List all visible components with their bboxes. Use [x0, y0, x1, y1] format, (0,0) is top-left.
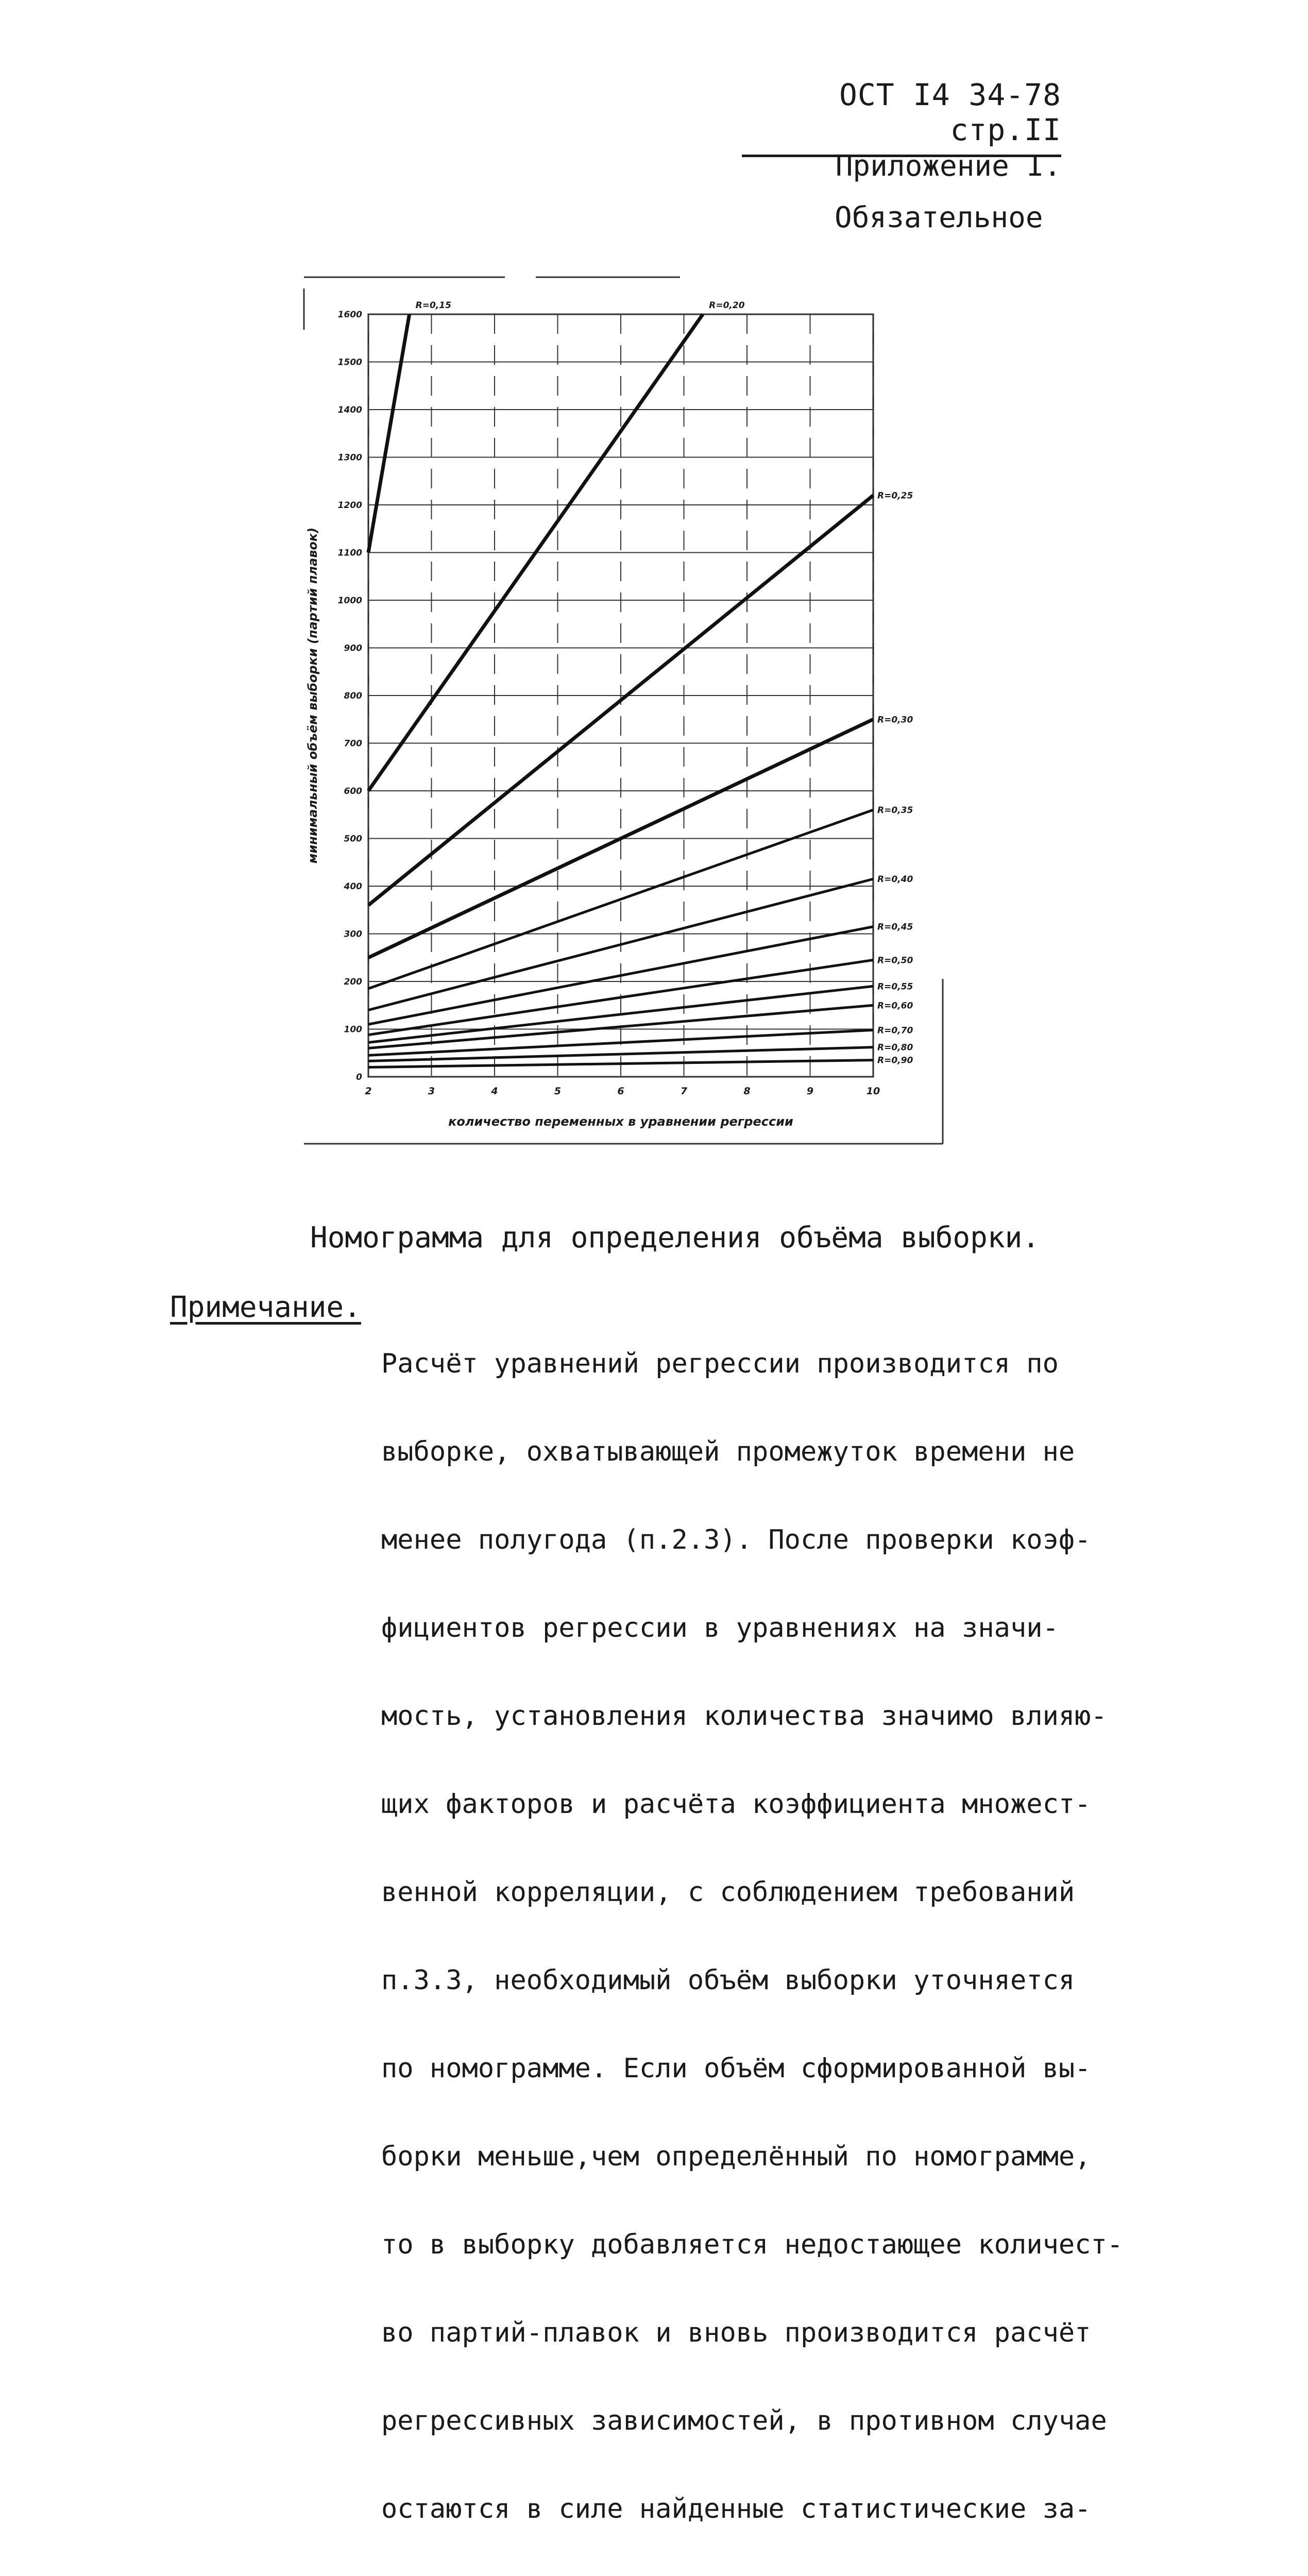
y-tick-label: 1100: [337, 548, 362, 558]
note-line: остаются в силе найденные статистические за-: [381, 2494, 1091, 2524]
y-tick-label: 600: [344, 786, 362, 796]
note-line: регрессивных зависимостей, в противном случае: [381, 2405, 1107, 2436]
x-tick-label: 10: [866, 1086, 880, 1097]
y-tick-label: 1200: [337, 500, 362, 511]
y-axis-label: минимальный объём выборки (партий плавок): [305, 527, 320, 864]
y-tick-label: 1500: [337, 357, 362, 368]
document-code: ОСТ I4 34-78 стр.II: [742, 77, 1061, 157]
note-line: борки меньше,чем определённый по номограмме,: [381, 2141, 1091, 2172]
series-label: R=0,60: [877, 1001, 913, 1011]
x-axis-label: количество переменных в уравнении регрессии: [448, 1114, 793, 1129]
note-line: щих факторов и расчёта коэффициента множест-: [381, 1789, 1091, 1820]
x-tick-label: 2: [365, 1086, 372, 1097]
x-tick-label: 5: [554, 1086, 562, 1097]
series-labels: [416, 300, 913, 1066]
y-tick-label: 1300: [337, 452, 362, 463]
series-label: R=0,70: [877, 1025, 913, 1036]
x-tick-label: 8: [743, 1086, 751, 1097]
y-tick-label: 200: [344, 977, 362, 987]
note-line: мость, установления количества значимо влияю-: [381, 1701, 1107, 1732]
x-tick-label: 9: [806, 1086, 814, 1097]
note-line: п.3.3, необходимый объём выборки уточняется: [381, 1965, 1075, 1996]
figure-caption: Номограмма для определения объёма выборки.: [310, 1221, 1040, 1255]
x-tick-label: 4: [491, 1086, 498, 1097]
series-label: R=0,35: [877, 805, 913, 816]
series-label: R=0,15: [415, 300, 451, 311]
nomogram-chart: [288, 268, 974, 1154]
series-line: [368, 314, 410, 553]
note-label: Примечание.: [170, 1291, 361, 1324]
note-line: менее полугода (п.2.3). После проверки коэф-: [381, 1524, 1091, 1555]
series-label: R=0,20: [709, 300, 745, 311]
note-line: венной корреляции, с соблюдением требований: [381, 1877, 1075, 1908]
note-line: Расчёт уравнений регрессии производится по: [381, 1348, 1059, 1379]
y-tick-label: 1400: [337, 405, 362, 415]
y-tick-label: 400: [344, 882, 362, 892]
y-tick-label: 700: [344, 738, 362, 749]
y-tick-label: 300: [344, 929, 362, 940]
y-tick-label: 900: [344, 643, 362, 654]
series-label: R=0,80: [877, 1042, 913, 1053]
note-line: выборке, охватывающей промежуток времени не: [381, 1436, 1075, 1467]
series-label: R=0,40: [877, 874, 913, 885]
note-line: по номограмме. Если объём сформированной вы-: [381, 2053, 1091, 2084]
x-tick-label: 6: [617, 1086, 624, 1097]
series-label: R=0,50: [877, 955, 913, 966]
y-tick-label: 1600: [337, 310, 362, 320]
y-tick-label: 0: [356, 1072, 362, 1082]
y-tick-label: 1000: [337, 596, 362, 606]
series-label: R=0,25: [877, 490, 913, 501]
note-line: во партий-плавок и вновь производится расчёт: [381, 2317, 1091, 2348]
series-label: R=0,55: [877, 981, 913, 992]
note-text: [381, 1291, 1123, 2576]
x-tick-label: 3: [428, 1086, 435, 1097]
appendix-label: Приложение I.: [835, 149, 1061, 183]
series-label: R=0,45: [877, 922, 913, 933]
note-line: то в выборку добавляется недостающее количест-: [381, 2229, 1124, 2260]
note-line: фициентов регрессии в уравнениях на значи-: [381, 1613, 1059, 1643]
mandatory-label: Обязательное: [835, 201, 1043, 234]
nomogram-figure: [288, 268, 974, 1154]
x-tick-label: 7: [680, 1086, 688, 1097]
y-tick-label: 100: [344, 1024, 362, 1035]
y-tick-label: 800: [344, 691, 362, 701]
series-label: R=0,30: [877, 715, 913, 725]
y-tick-label: 500: [344, 834, 362, 844]
series-label: R=0,90: [877, 1055, 913, 1066]
